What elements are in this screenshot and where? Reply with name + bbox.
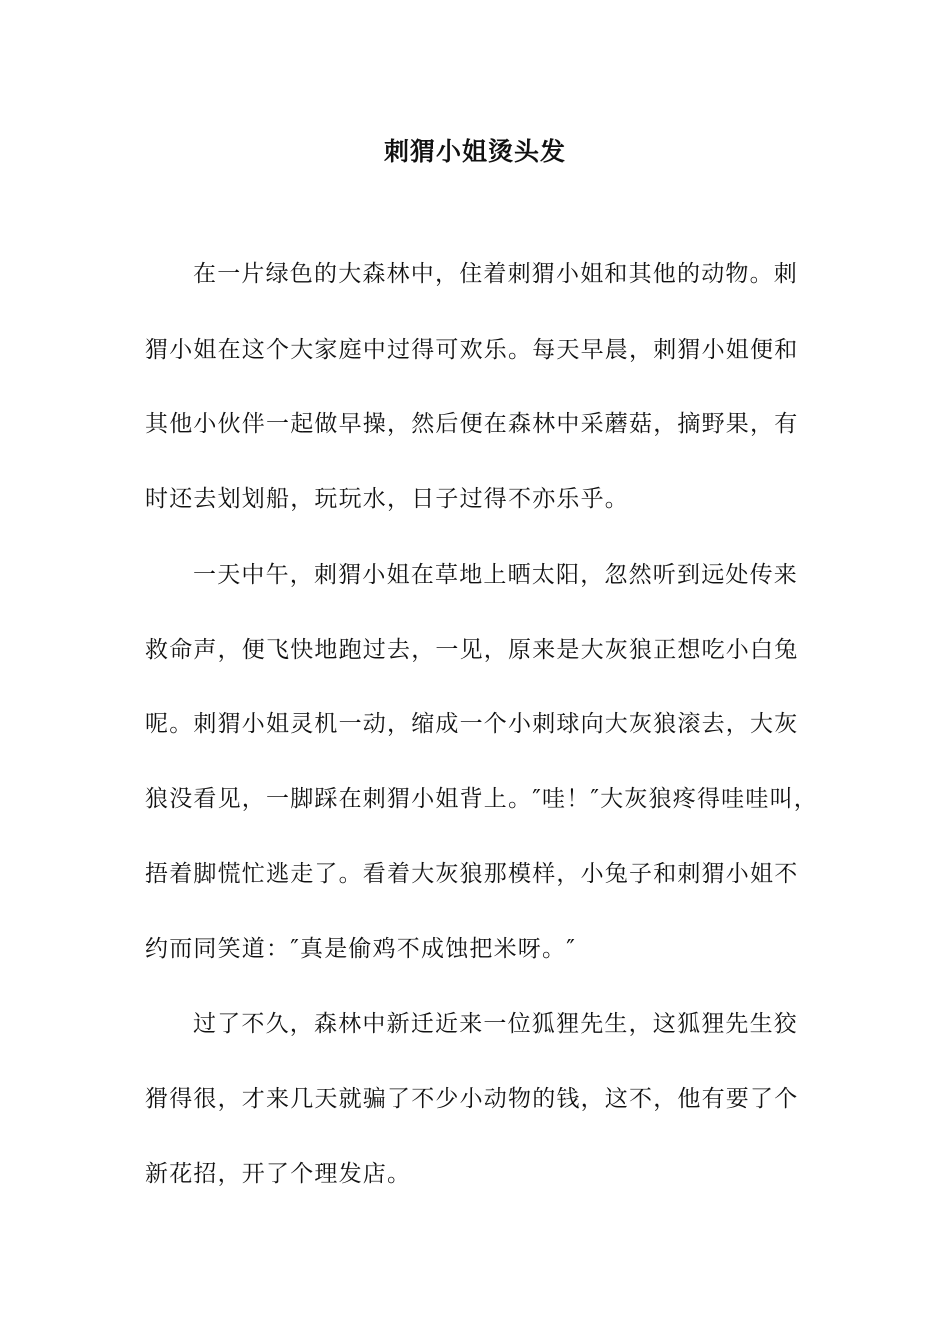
paragraph-2-line-4: 狼没看见，一脚踩在刺猬小姐背上。″哇！″大灰狼疼得哇哇叫，: [145, 786, 818, 812]
paragraph-2-line-1: 一天中午，刺猬小姐在草地上晒太阳，忽然听到远处传来: [193, 562, 798, 588]
paragraph-1-line-2: 猬小姐在这个大家庭中过得可欢乐。每天早晨，刺猬小姐便和: [145, 337, 799, 363]
paragraph-3-line-2: 猾得很，才来几天就骗了不少小动物的钱，这不，他有要了个: [145, 1086, 799, 1112]
paragraph-2-line-6: 约而同笑道：″真是偷鸡不成蚀把米呀。″: [145, 936, 576, 962]
paragraph-2-line-5: 捂着脚慌忙逃走了。看着大灰狼那模样，小兔子和刺猬小姐不: [145, 861, 799, 887]
paragraph-2-line-3: 呢。刺猬小姐灵机一动，缩成一个小刺球向大灰狼滚去，大灰: [145, 711, 799, 737]
paragraph-1-line-3: 其他小伙伴一起做早操，然后便在森林中采蘑菇，摘野果，有: [145, 411, 799, 437]
paragraph-2-line-2: 救命声，便飞快地跑过去，一见，原来是大灰狼正想吃小白兔: [145, 637, 799, 663]
paragraph-1-line-4: 时还去划划船，玩玩水，日子过得不亦乐乎。: [145, 486, 629, 512]
page-title: 刺猬小姐烫头发: [383, 137, 566, 166]
paragraph-3-line-1: 过了不久，森林中新迁近来一位狐狸先生，这狐狸先生狡: [193, 1011, 798, 1037]
paragraph-3-line-3: 新花招，开了个理发店。: [145, 1161, 412, 1187]
paragraph-1-line-1: 在一片绿色的大森林中，住着刺猬小姐和其他的动物。刺: [193, 261, 798, 287]
